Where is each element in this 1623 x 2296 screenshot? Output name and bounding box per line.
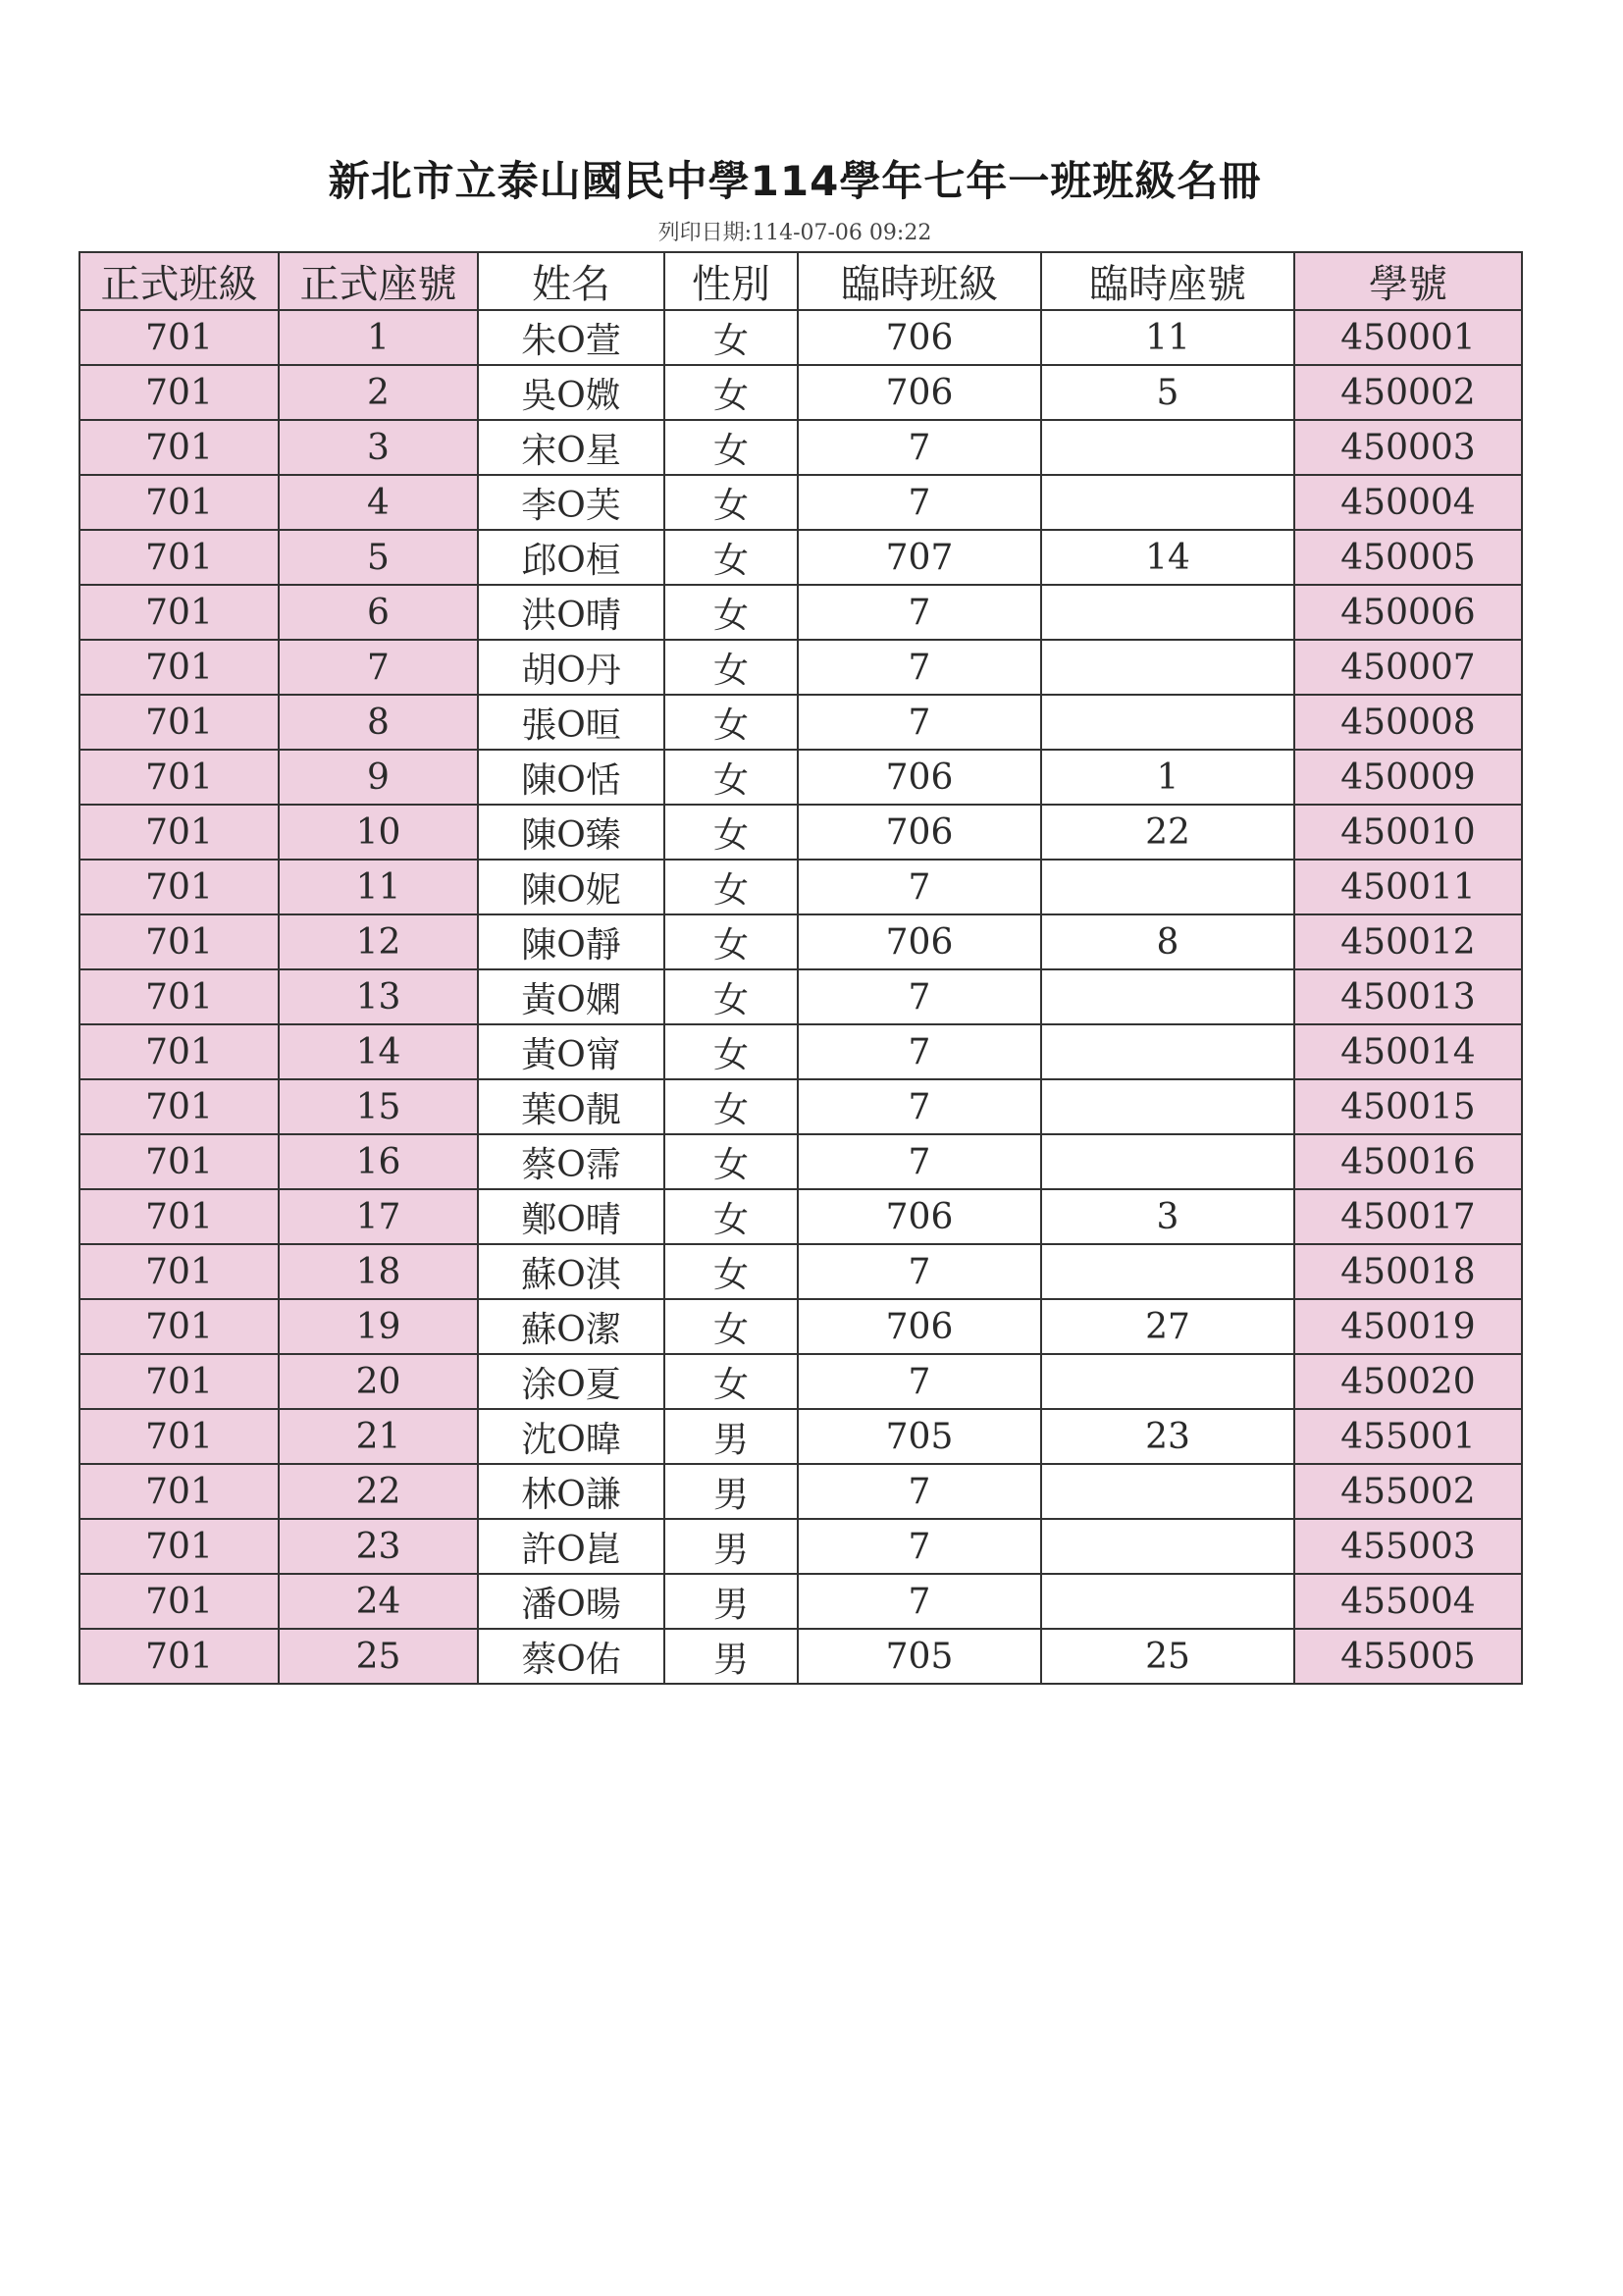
cell-official-class: 701 [79, 585, 279, 640]
cell-official-class: 701 [79, 1189, 279, 1244]
cell-official-class: 701 [79, 530, 279, 585]
cell-official-seat: 4 [279, 475, 478, 530]
cell-temp-seat [1041, 1464, 1294, 1519]
cell-official-class: 701 [79, 1629, 279, 1684]
cell-official-class: 701 [79, 969, 279, 1024]
cell-official-class: 701 [79, 1299, 279, 1354]
cell-student-id: 450018 [1294, 1244, 1522, 1299]
cell-gender: 女 [664, 695, 798, 750]
cell-official-class: 701 [79, 750, 279, 805]
cell-gender: 女 [664, 1079, 798, 1134]
cell-gender: 男 [664, 1574, 798, 1629]
cell-official-class: 701 [79, 1464, 279, 1519]
table-row [79, 1519, 1522, 1574]
cell-official-seat: 11 [279, 860, 478, 914]
cell-temp-seat [1041, 475, 1294, 530]
cell-name: 涂O夏 [478, 1354, 664, 1409]
cell-name: 朱O萱 [478, 310, 664, 365]
cell-temp-class: 706 [798, 805, 1041, 860]
table-row [79, 914, 1522, 969]
table-row [79, 530, 1522, 585]
cell-gender: 女 [664, 750, 798, 805]
header-name: 姓名 [478, 252, 664, 310]
cell-official-seat: 12 [279, 914, 478, 969]
cell-temp-seat: 5 [1041, 365, 1294, 420]
cell-gender: 女 [664, 420, 798, 475]
cell-official-seat: 24 [279, 1574, 478, 1629]
cell-name: 葉O靚 [478, 1079, 664, 1134]
cell-name: 蘇O淇 [478, 1244, 664, 1299]
cell-official-seat: 15 [279, 1079, 478, 1134]
table-row [79, 750, 1522, 805]
cell-official-class: 701 [79, 1024, 279, 1079]
cell-name: 黃O嫻 [478, 969, 664, 1024]
cell-temp-seat: 1 [1041, 750, 1294, 805]
cell-student-id: 450009 [1294, 750, 1522, 805]
cell-temp-seat [1041, 1079, 1294, 1134]
cell-student-id: 450014 [1294, 1024, 1522, 1079]
table-header-row [79, 252, 1522, 310]
cell-temp-seat [1041, 1519, 1294, 1574]
cell-temp-seat: 14 [1041, 530, 1294, 585]
cell-official-class: 701 [79, 1409, 279, 1464]
cell-temp-seat [1041, 1354, 1294, 1409]
cell-gender: 女 [664, 1299, 798, 1354]
cell-official-class: 701 [79, 805, 279, 860]
cell-gender: 女 [664, 640, 798, 695]
cell-gender: 女 [664, 860, 798, 914]
cell-temp-seat: 23 [1041, 1409, 1294, 1464]
cell-official-seat: 10 [279, 805, 478, 860]
cell-official-seat: 14 [279, 1024, 478, 1079]
cell-temp-seat [1041, 585, 1294, 640]
cell-official-class: 701 [79, 1354, 279, 1409]
cell-name: 宋O星 [478, 420, 664, 475]
cell-official-seat: 5 [279, 530, 478, 585]
cell-name: 陳O臻 [478, 805, 664, 860]
cell-official-class: 701 [79, 1079, 279, 1134]
cell-name: 胡O丹 [478, 640, 664, 695]
cell-name: 張O晅 [478, 695, 664, 750]
cell-temp-seat [1041, 695, 1294, 750]
cell-student-id: 450013 [1294, 969, 1522, 1024]
cell-temp-class: 7 [798, 1464, 1041, 1519]
cell-temp-class: 7 [798, 695, 1041, 750]
cell-student-id: 455005 [1294, 1629, 1522, 1684]
cell-student-id: 455004 [1294, 1574, 1522, 1629]
cell-temp-class: 7 [798, 1079, 1041, 1134]
cell-temp-seat: 25 [1041, 1629, 1294, 1684]
table-row [79, 310, 1522, 365]
cell-student-id: 450007 [1294, 640, 1522, 695]
cell-gender: 女 [664, 310, 798, 365]
cell-gender: 女 [664, 1354, 798, 1409]
table-row [79, 640, 1522, 695]
cell-official-seat: 23 [279, 1519, 478, 1574]
table-row [79, 1299, 1522, 1354]
cell-student-id: 450002 [1294, 365, 1522, 420]
cell-official-seat: 6 [279, 585, 478, 640]
print-date: 列印日期:114-07-06 09:22 [657, 221, 932, 245]
cell-official-seat: 13 [279, 969, 478, 1024]
cell-student-id: 450020 [1294, 1354, 1522, 1409]
table-row [79, 1464, 1522, 1519]
cell-temp-seat [1041, 860, 1294, 914]
cell-gender: 女 [664, 969, 798, 1024]
cell-temp-class: 706 [798, 365, 1041, 420]
cell-student-id: 455003 [1294, 1519, 1522, 1574]
cell-student-id: 450004 [1294, 475, 1522, 530]
cell-temp-class: 7 [798, 1024, 1041, 1079]
header-gender: 性別 [664, 252, 798, 310]
cell-gender: 男 [664, 1519, 798, 1574]
cell-name: 陳O靜 [478, 914, 664, 969]
cell-gender: 男 [664, 1629, 798, 1684]
cell-name: 鄭O晴 [478, 1189, 664, 1244]
header-temp-class: 臨時班級 [798, 252, 1041, 310]
cell-temp-class: 7 [798, 640, 1041, 695]
cell-official-class: 701 [79, 420, 279, 475]
table-row [79, 860, 1522, 914]
cell-official-seat: 17 [279, 1189, 478, 1244]
cell-temp-class: 7 [798, 420, 1041, 475]
cell-temp-seat: 3 [1041, 1189, 1294, 1244]
cell-student-id: 450001 [1294, 310, 1522, 365]
cell-gender: 女 [664, 1024, 798, 1079]
cell-temp-class: 706 [798, 1189, 1041, 1244]
table-row [79, 695, 1522, 750]
cell-temp-class: 7 [798, 969, 1041, 1024]
table-row [79, 475, 1522, 530]
cell-official-seat: 18 [279, 1244, 478, 1299]
cell-official-class: 701 [79, 860, 279, 914]
header-official-class: 正式班級 [79, 252, 279, 310]
cell-temp-class: 7 [798, 585, 1041, 640]
table-row [79, 1079, 1522, 1134]
cell-student-id: 450015 [1294, 1079, 1522, 1134]
cell-official-class: 701 [79, 1574, 279, 1629]
cell-temp-class: 7 [798, 1574, 1041, 1629]
header-student-id: 學號 [1294, 252, 1522, 310]
cell-official-class: 701 [79, 695, 279, 750]
cell-official-class: 701 [79, 640, 279, 695]
table-body [79, 310, 1522, 1684]
cell-temp-seat [1041, 969, 1294, 1024]
cell-temp-class: 7 [798, 475, 1041, 530]
cell-official-seat: 20 [279, 1354, 478, 1409]
cell-temp-class: 7 [798, 1134, 1041, 1189]
table-row [79, 969, 1522, 1024]
cell-official-class: 701 [79, 1244, 279, 1299]
cell-temp-class: 705 [798, 1409, 1041, 1464]
cell-official-class: 701 [79, 310, 279, 365]
cell-official-class: 701 [79, 914, 279, 969]
cell-temp-class: 706 [798, 1299, 1041, 1354]
cell-gender: 女 [664, 365, 798, 420]
cell-official-seat: 2 [279, 365, 478, 420]
table-row [79, 1574, 1522, 1629]
cell-temp-class: 707 [798, 530, 1041, 585]
cell-temp-seat [1041, 640, 1294, 695]
cell-gender: 男 [664, 1464, 798, 1519]
cell-official-class: 701 [79, 475, 279, 530]
cell-temp-class: 705 [798, 1629, 1041, 1684]
cell-name: 潘O暘 [478, 1574, 664, 1629]
cell-temp-class: 706 [798, 310, 1041, 365]
cell-official-seat: 16 [279, 1134, 478, 1189]
cell-official-seat: 9 [279, 750, 478, 805]
cell-gender: 女 [664, 1134, 798, 1189]
cell-student-id: 450008 [1294, 695, 1522, 750]
cell-name: 邱O桓 [478, 530, 664, 585]
cell-name: 林O謙 [478, 1464, 664, 1519]
cell-official-seat: 1 [279, 310, 478, 365]
cell-temp-seat [1041, 1024, 1294, 1079]
cell-student-id: 450017 [1294, 1189, 1522, 1244]
cell-gender: 女 [664, 1189, 798, 1244]
cell-name: 蘇O潔 [478, 1299, 664, 1354]
cell-name: 蔡O霈 [478, 1134, 664, 1189]
cell-name: 蔡O佑 [478, 1629, 664, 1684]
table-row [79, 420, 1522, 475]
cell-gender: 女 [664, 805, 798, 860]
cell-name: 許O崑 [478, 1519, 664, 1574]
cell-official-seat: 21 [279, 1409, 478, 1464]
cell-temp-seat: 27 [1041, 1299, 1294, 1354]
table-row [79, 1024, 1522, 1079]
cell-student-id: 450006 [1294, 585, 1522, 640]
table-row [79, 1244, 1522, 1299]
cell-student-id: 450005 [1294, 530, 1522, 585]
cell-name: 陳O恬 [478, 750, 664, 805]
cell-official-class: 701 [79, 1519, 279, 1574]
cell-official-seat: 3 [279, 420, 478, 475]
cell-official-seat: 7 [279, 640, 478, 695]
cell-student-id: 450011 [1294, 860, 1522, 914]
table-row [79, 1134, 1522, 1189]
cell-name: 洪O晴 [478, 585, 664, 640]
cell-name: 吳O媺 [478, 365, 664, 420]
cell-student-id: 450003 [1294, 420, 1522, 475]
header-official-seat: 正式座號 [279, 252, 478, 310]
cell-student-id: 455001 [1294, 1409, 1522, 1464]
table-row [79, 1189, 1522, 1244]
cell-student-id: 450010 [1294, 805, 1522, 860]
cell-student-id: 450012 [1294, 914, 1522, 969]
cell-gender: 女 [664, 1244, 798, 1299]
cell-student-id: 455002 [1294, 1464, 1522, 1519]
cell-gender: 女 [664, 914, 798, 969]
cell-student-id: 450016 [1294, 1134, 1522, 1189]
cell-official-seat: 19 [279, 1299, 478, 1354]
cell-gender: 女 [664, 585, 798, 640]
document-title: 新北市立泰山國民中學114學年七年一班班級名冊 [328, 157, 1262, 205]
table-row [79, 1409, 1522, 1464]
table-row [79, 585, 1522, 640]
table-row [79, 1354, 1522, 1409]
cell-name: 陳O妮 [478, 860, 664, 914]
cell-temp-class: 706 [798, 914, 1041, 969]
cell-temp-seat [1041, 420, 1294, 475]
cell-name: 沈O暐 [478, 1409, 664, 1464]
table-row [79, 365, 1522, 420]
cell-temp-class: 7 [798, 1519, 1041, 1574]
cell-temp-class: 7 [798, 860, 1041, 914]
class-roster-table [79, 251, 1523, 1685]
cell-temp-seat: 22 [1041, 805, 1294, 860]
cell-name: 黃O甯 [478, 1024, 664, 1079]
cell-temp-seat [1041, 1244, 1294, 1299]
cell-temp-seat [1041, 1574, 1294, 1629]
cell-official-seat: 8 [279, 695, 478, 750]
cell-gender: 男 [664, 1409, 798, 1464]
cell-official-class: 701 [79, 365, 279, 420]
cell-gender: 女 [664, 530, 798, 585]
cell-temp-class: 7 [798, 1354, 1041, 1409]
cell-student-id: 450019 [1294, 1299, 1522, 1354]
cell-temp-seat: 11 [1041, 310, 1294, 365]
cell-temp-seat: 8 [1041, 914, 1294, 969]
cell-name: 李O芙 [478, 475, 664, 530]
cell-official-seat: 25 [279, 1629, 478, 1684]
cell-gender: 女 [664, 475, 798, 530]
cell-official-class: 701 [79, 1134, 279, 1189]
table-row [79, 805, 1522, 860]
cell-temp-seat [1041, 1134, 1294, 1189]
cell-temp-class: 7 [798, 1244, 1041, 1299]
cell-official-seat: 22 [279, 1464, 478, 1519]
header-temp-seat: 臨時座號 [1041, 252, 1294, 310]
table-row [79, 1629, 1522, 1684]
cell-temp-class: 706 [798, 750, 1041, 805]
